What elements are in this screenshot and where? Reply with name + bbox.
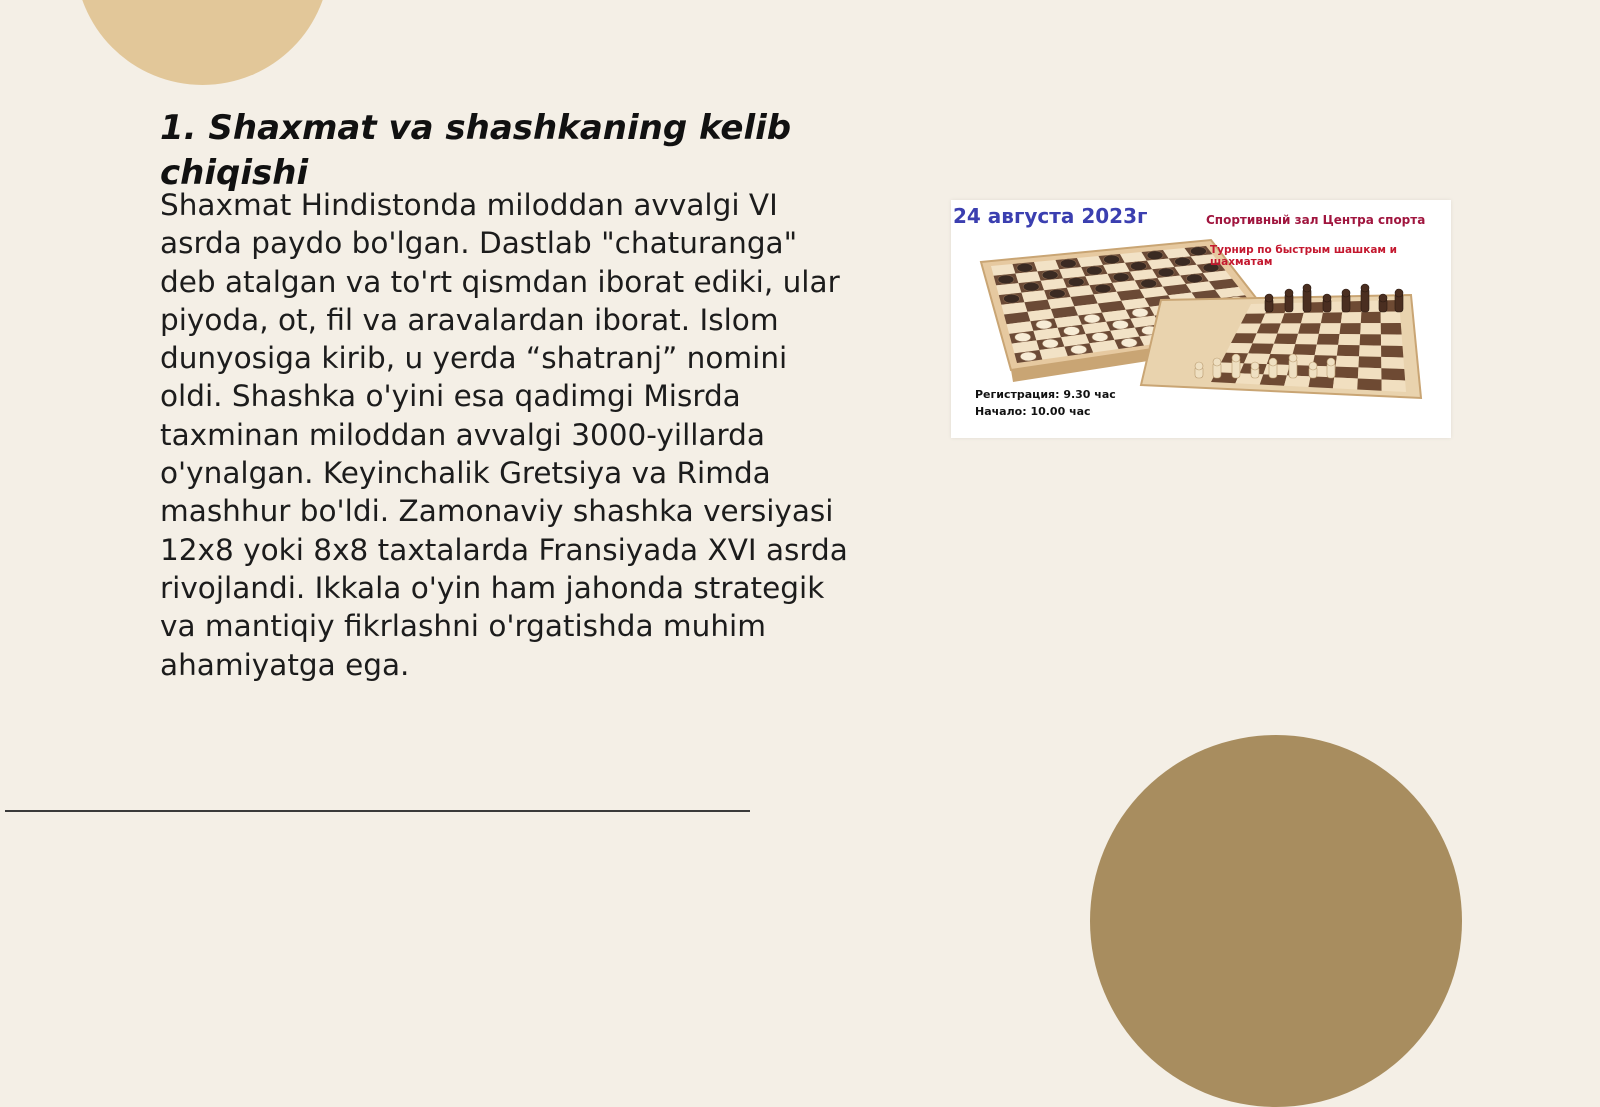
poster-registration: Регистрация: 9.30 час (975, 388, 1116, 401)
decorative-circle-top (75, 0, 330, 85)
decorative-circle-bottom (1090, 735, 1462, 1107)
poster-tournament: Турнир по быстрым шашкам и шахматам (1210, 244, 1398, 268)
poster-venue: Спортивный зал Центра спорта (1206, 213, 1426, 227)
poster-date: 24 августа 2023г (953, 204, 1148, 228)
poster-start-time: Начало: 10.00 час (975, 405, 1091, 418)
slide-title: 1. Shaxmat va shashkaning kelib chiqishi (160, 108, 792, 193)
slide-body-text: Shaxmat Hindistonda miloddan avvalgi VI asrda paydo bo'lgan. Dastlab "chaturanga" deb atalgan va to'rt qismdan iborat ediki, ular piyoda, ot, fil va aravalardan iborat. Islom dunyosiga kirib, u yerda “shatranj” nomini oldi. Shashka o'yini esa qadimgi Misrda taxminan miloddan avvalgi 3000-yillarda o'ynalgan. Keyinchalik Gretsiya va Rimda mashhur bo'ldi. Zamonaviy shashka versiyasi 12x8 yoki 8x8 taxtalarda Fransiyada XVI asrda rivojlandi. Ikkala o'yin ham jahonda strategik va mantiqiy fikrlashni o'rgatishda muhim ahamiyatga ega. (160, 188, 848, 682)
boards-illustration (951, 200, 1451, 438)
tournament-poster-image (951, 200, 1451, 438)
divider-line (5, 810, 750, 812)
